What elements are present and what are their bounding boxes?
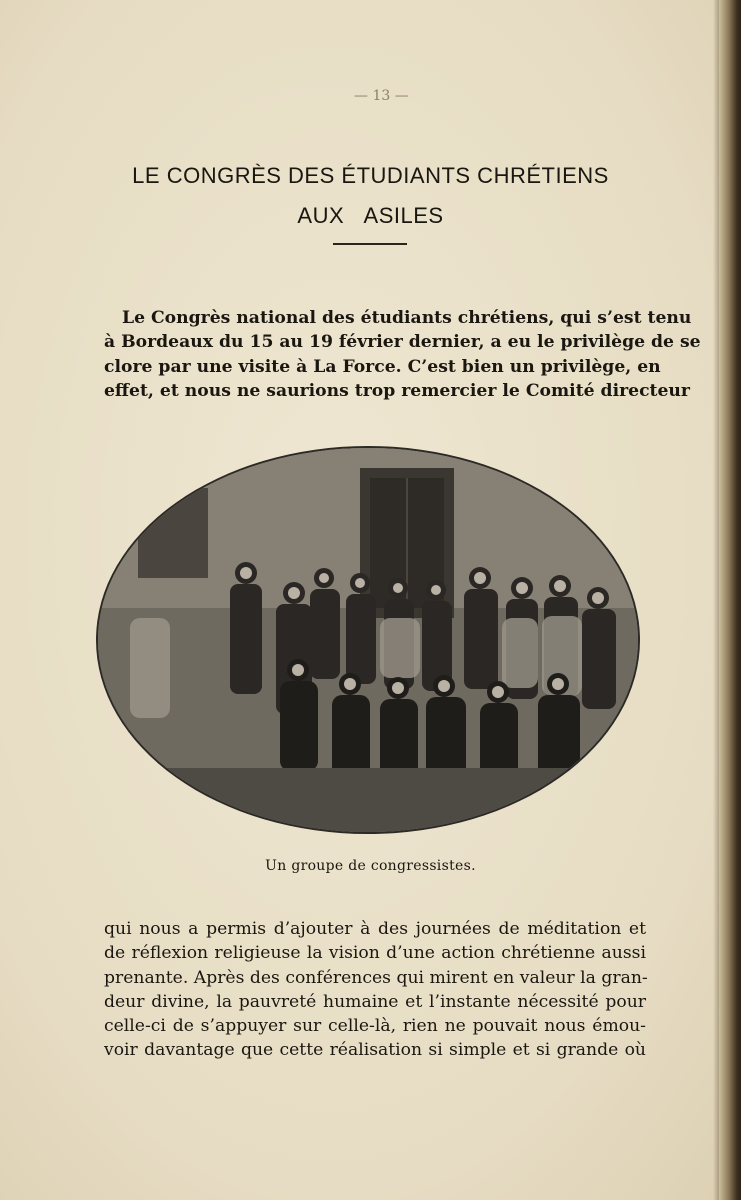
title-rule [333, 243, 407, 245]
paragraph-1-line: à Bordeaux du 15 au 19 février dernier, a eu le privilège de se [104, 332, 701, 353]
article-title-line2: AUX ASILES [297, 203, 444, 228]
paragraph-1-line: clore par une visite à La Force. C’est bien un privilège, en [104, 356, 661, 377]
paragraph-2-line: prenante. Après des conférences qui mirent en valeur la gran- [104, 967, 648, 988]
paragraph-2-line: celle-ci de s’appuyer sur celle-là, rien ne pouvait nous émou- [104, 1016, 646, 1037]
article-title-line1: LE CONGRÈS DES ÉTUDIANTS CHRÉTIENS [132, 163, 609, 188]
group-photo-image [98, 448, 638, 832]
paragraph-2-line: voir davantage que cette réalisation si simple et si grande où [104, 1040, 646, 1061]
paragraph-2 [104, 917, 646, 1063]
paragraph-2-line: de réflexion religieuse la vision d’une action chrétienne aussi [104, 943, 646, 964]
photo-caption: Un groupe de congressistes. [265, 858, 476, 874]
paragraph-1-line: Le Congrès national des étudiants chrétiens, qui s’est tenu [122, 308, 692, 328]
paragraph-2-line: qui nous a permis d’ajouter à des journées de méditation et [104, 919, 646, 939]
paragraph-2-line: deur divine, la pauvreté humaine et l’instante nécessité pour [104, 991, 646, 1012]
page-number: — 13 — [354, 88, 409, 104]
paragraph-1-line: effet, et nous ne saurions trop remercier le Comité directeur [104, 380, 690, 401]
group-photo [98, 448, 638, 832]
paragraph-1 [104, 306, 701, 403]
